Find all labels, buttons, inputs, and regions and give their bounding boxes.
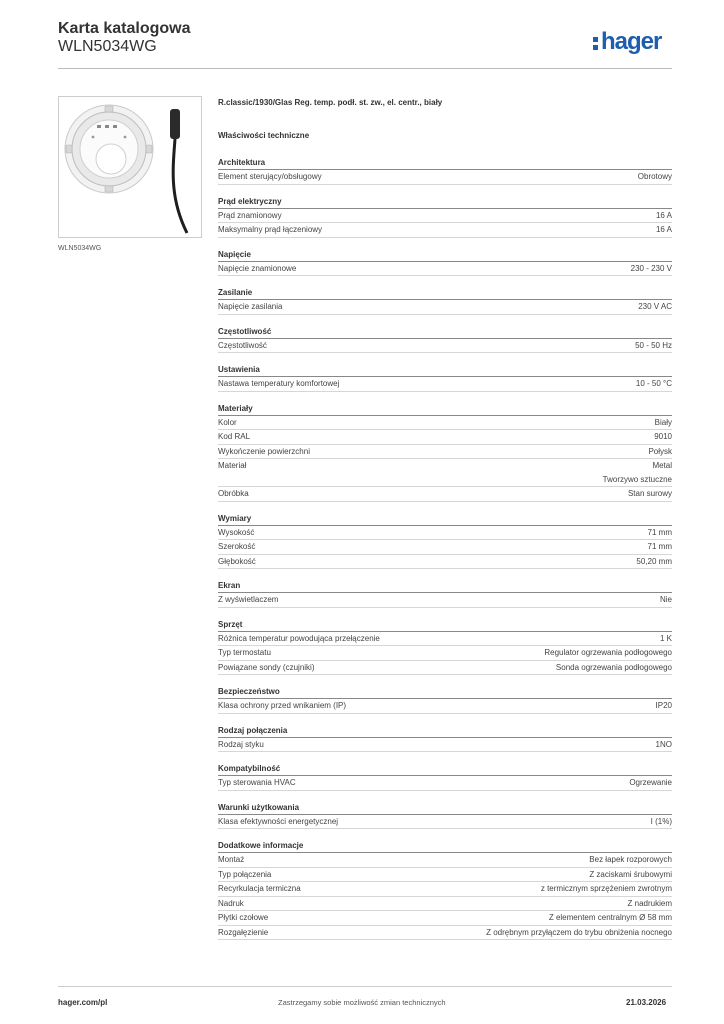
spec-key: Typ termostatu <box>218 648 271 657</box>
spec-value-line: 1NO <box>655 739 672 749</box>
spec-value-line: Biały <box>654 417 672 427</box>
spec-value <box>631 262 672 276</box>
footer-date: 21.03.2026 <box>626 998 667 1007</box>
spec-row <box>218 699 672 714</box>
spec-row <box>218 776 672 791</box>
spec-key: Wysokość <box>218 527 255 537</box>
spec-row <box>218 445 672 460</box>
spec-value-line: 71 mm <box>647 527 672 537</box>
spec-key: Częstotliwość <box>218 340 267 350</box>
spec-section <box>218 363 672 392</box>
spec-key: Element sterujący/obsługowy <box>218 172 322 181</box>
spec-value <box>638 300 672 314</box>
spec-value-line: 10 - 50 °C <box>635 379 672 388</box>
section-title: Napięcie <box>218 248 672 262</box>
spec-value <box>589 868 672 882</box>
spec-section <box>218 325 672 354</box>
logo-dots-icon <box>593 35 599 51</box>
spec-value-line: z termicznym sprzężeniem zwrotnym <box>540 884 672 893</box>
spec-row <box>218 897 672 912</box>
section-title: Prąd elektryczny <box>218 195 672 209</box>
spec-value <box>603 459 672 486</box>
spec-value <box>556 661 672 675</box>
product-title: R.classic/1930/Glas Reg. temp. podł. st. zw., el. centr., biały <box>218 98 443 107</box>
spec-key: Maksymalny prąd łączeniowy <box>218 225 323 234</box>
spec-value <box>549 911 672 925</box>
spec-key: Rodzaj styku <box>218 739 264 749</box>
spec-section <box>218 286 672 315</box>
spec-value <box>635 339 672 353</box>
section-title: Zasilanie <box>218 286 672 300</box>
logo-text: hager <box>601 28 662 55</box>
spec-key: Napięcie zasilania <box>218 302 283 311</box>
spec-value-line: Obrotowy <box>637 172 672 181</box>
spec-value <box>648 445 672 459</box>
spec-section <box>218 512 672 570</box>
spec-key: Głębokość <box>218 556 256 566</box>
spec-value <box>628 487 672 501</box>
spec-value <box>654 430 672 444</box>
spec-row <box>218 416 672 431</box>
spec-row <box>218 209 672 224</box>
section-title: Sprzęt <box>218 618 672 632</box>
spec-value <box>656 699 672 713</box>
spec-value-line: Bez łapek rozporowych <box>589 855 672 864</box>
thermostat-image-icon <box>59 97 201 237</box>
spec-row <box>218 223 672 238</box>
spec-value <box>589 853 672 867</box>
spec-value <box>486 926 672 940</box>
spec-value <box>636 555 672 569</box>
section-title: Rodzaj połączenia <box>218 724 672 738</box>
spec-row <box>218 632 672 647</box>
spec-row <box>218 262 672 277</box>
spec-row <box>218 487 672 502</box>
spec-key: Typ sterowania HVAC <box>218 778 296 787</box>
spec-key: Klasa efektywności energetycznej <box>218 816 339 826</box>
spec-row <box>218 377 672 392</box>
spec-value-line: Stan surowy <box>627 489 672 498</box>
spec-table <box>218 156 672 950</box>
spec-section <box>218 839 672 940</box>
section-title: Architektura <box>218 156 672 170</box>
spec-value <box>544 646 672 660</box>
spec-key: Napięcie znamionowe <box>218 263 297 273</box>
spec-key: Kolor <box>218 417 237 427</box>
spec-row <box>218 853 672 868</box>
spec-row <box>218 170 672 185</box>
spec-value <box>648 540 672 554</box>
footer-divider <box>58 986 672 987</box>
section-title: Dodatkowe informacje <box>218 839 672 853</box>
spec-key: Recyrkulacja termiczna <box>218 884 301 893</box>
spec-value <box>656 223 672 237</box>
spec-value-line: 230 - 230 V <box>630 263 672 273</box>
spec-value-line: IP20 <box>655 701 672 710</box>
spec-key: Szerokość <box>218 542 256 551</box>
spec-value <box>655 416 672 430</box>
image-caption: WLN5034WG <box>58 245 102 252</box>
spec-row <box>218 815 672 830</box>
section-title: Ustawienia <box>218 363 672 377</box>
spec-value-line: Tworzywo sztuczne <box>602 474 672 484</box>
spec-section <box>218 724 672 753</box>
spec-section <box>218 618 672 676</box>
spec-value <box>660 632 672 646</box>
spec-row <box>218 661 672 676</box>
section-title: Bezpieczeństwo <box>218 685 672 699</box>
product-code-heading: WLN5034WG <box>58 38 157 55</box>
hager-logo <box>593 28 661 56</box>
spec-key: Różnica temperatur powodująca przełączenie <box>218 633 380 643</box>
spec-key: Obróbka <box>218 489 249 498</box>
spec-value <box>656 738 672 752</box>
spec-key: Klasa ochrony przed wnikaniem (IP) <box>218 701 347 710</box>
spec-value-line: 1 K <box>659 633 672 643</box>
spec-row <box>218 430 672 445</box>
footer-website[interactable]: hager.com/pl <box>58 998 108 1007</box>
spec-value <box>660 593 672 607</box>
properties-title: Właściwości techniczne <box>218 131 310 140</box>
spec-value-line: 16 A <box>655 225 672 234</box>
spec-value-line: 71 mm <box>647 542 672 551</box>
spec-value-line: I (1%) <box>650 816 672 826</box>
spec-value-line: Z nadrukiem <box>627 898 672 908</box>
spec-value-line: Ogrzewanie <box>629 778 672 787</box>
spec-row <box>218 926 672 941</box>
spec-key: Rozgałęzienie <box>218 927 269 937</box>
spec-section <box>218 248 672 277</box>
spec-value <box>656 209 672 223</box>
spec-value-line: Metal <box>652 461 672 470</box>
spec-section <box>218 195 672 238</box>
spec-row <box>218 868 672 883</box>
spec-value-line: 50,20 mm <box>636 556 672 566</box>
section-title: Kompatybilność <box>218 762 672 776</box>
spec-key: Płytki czołowe <box>218 913 269 922</box>
spec-value-line: Połysk <box>648 446 672 456</box>
spec-value-line: 50 - 50 Hz <box>635 340 672 350</box>
spec-section <box>218 579 672 608</box>
spec-section <box>218 685 672 714</box>
spec-row <box>218 540 672 555</box>
spec-value <box>629 776 672 790</box>
spec-value <box>651 815 672 829</box>
spec-value <box>628 897 672 911</box>
spec-key: Prąd znamionowy <box>218 210 282 220</box>
spec-row <box>218 911 672 926</box>
spec-key: Kod RAL <box>218 432 251 441</box>
header-divider <box>58 68 672 69</box>
spec-value-line: Z elementem centralnym Ø 58 mm <box>548 913 672 922</box>
spec-section <box>218 762 672 791</box>
product-image <box>58 96 202 238</box>
spec-key: Nadruk <box>218 898 244 908</box>
spec-row <box>218 526 672 541</box>
spec-section <box>218 156 672 185</box>
spec-value-line: 9010 <box>654 432 672 441</box>
spec-value-line: Sonda ogrzewania podłogowego <box>555 662 672 672</box>
spec-key: Wykończenie powierzchni <box>218 446 310 456</box>
spec-key: Montaż <box>218 855 245 864</box>
spec-value-line: 230 V AC <box>638 302 672 311</box>
section-title: Częstotliwość <box>218 325 672 339</box>
spec-key: Nastawa temperatury komfortowej <box>218 379 340 388</box>
spec-row <box>218 555 672 570</box>
spec-value <box>636 377 672 391</box>
spec-row <box>218 593 672 608</box>
spec-row <box>218 882 672 897</box>
spec-value-line: Regulator ogrzewania podłogowego <box>544 648 672 657</box>
spec-row <box>218 459 672 487</box>
spec-value-line: 16 A <box>655 210 672 220</box>
spec-value <box>638 170 672 184</box>
spec-value <box>541 882 672 896</box>
spec-key: Typ połączenia <box>218 869 272 879</box>
spec-row <box>218 300 672 315</box>
spec-row <box>218 646 672 661</box>
spec-section <box>218 801 672 830</box>
spec-key: Powiązane sondy (czujniki) <box>218 662 315 672</box>
spec-value <box>648 526 672 540</box>
spec-value-line: Z zaciskami śrubowymi <box>589 869 672 879</box>
spec-value-line: Nie <box>659 595 672 604</box>
section-title: Wymiary <box>218 512 672 526</box>
spec-row <box>218 738 672 753</box>
spec-key: Z wyświetlaczem <box>218 595 279 604</box>
spec-section <box>218 402 672 502</box>
section-title: Ekran <box>218 579 672 593</box>
spec-value-line: Z odrębnym przyłączem do trybu obniżenia nocnego <box>486 927 672 937</box>
document-title: Karta katalogowa <box>58 20 191 37</box>
footer-disclaimer: Zastrzegamy sobie możliwość zmian technicznych <box>278 998 446 1007</box>
spec-key: Materiał <box>218 461 247 470</box>
section-title: Materiały <box>218 402 672 416</box>
section-title: Warunki użytkowania <box>218 801 672 815</box>
spec-row <box>218 339 672 354</box>
